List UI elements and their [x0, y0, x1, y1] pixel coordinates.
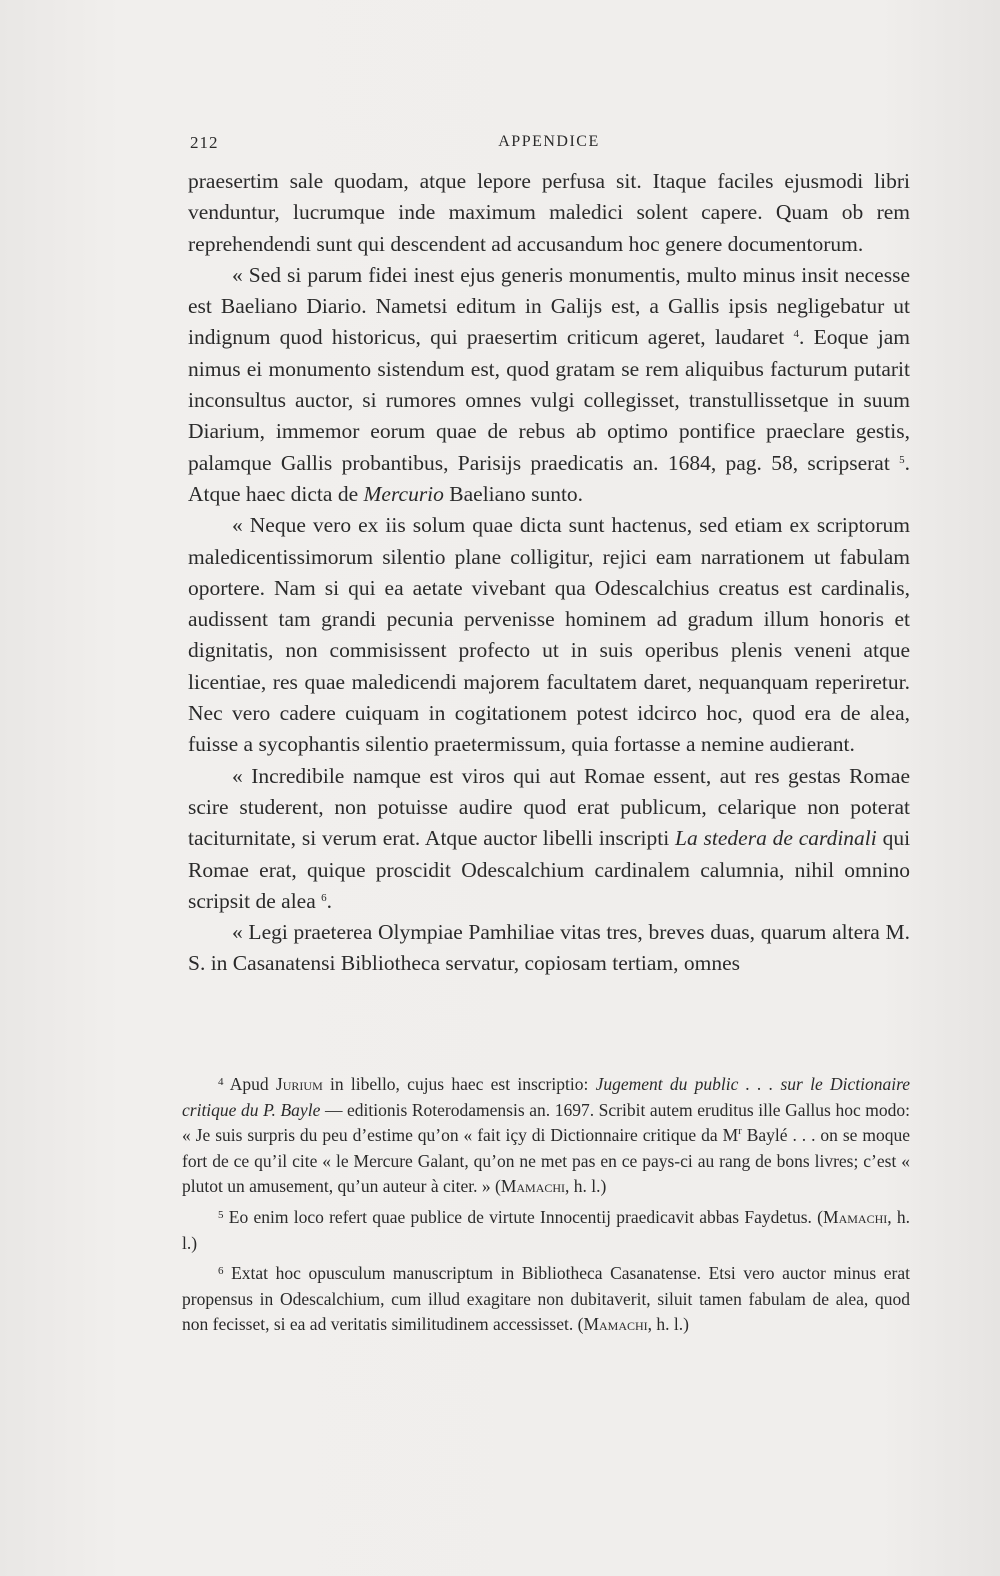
footnotes	[182, 1070, 910, 1338]
paragraph-3	[188, 510, 910, 760]
paragraph-4-text-a: « Incredibile namque est viros qui aut Romae essent, aut res gestas Romae scire studerent, non potuisse audire quod erat publicum, celarique non poterat taciturnitate, si verum erat. Atque auctor libelli inscripti	[188, 763, 910, 851]
footnote-5	[182, 1203, 910, 1256]
paragraph-4-text-b: qui Romae erat, quique proscidit Odescalchium cardinalem calumnia, nihil omnino scripsit de alea	[188, 826, 911, 913]
paragraph-2-text-c: . Atque haec dicta de	[188, 450, 911, 506]
running-title: APPENDICE	[498, 133, 600, 150]
footnote-4-text-a: Apud	[229, 1074, 269, 1094]
paragraph-5	[188, 917, 910, 980]
footnote-5-text-b: , h. l.)	[182, 1206, 911, 1253]
footnote-4-text-d: Baylé . . . on se moque fort de ce qu’il cite « le Mercure Galant, qu’on ne met pas en ce pays-ci au rang de bons livres; c’est « plutot un amusement, qu’un auteur à citer. » (	[182, 1125, 910, 1197]
page-number: 212	[190, 133, 219, 152]
paragraph-5-text: « Legi praeterea Olympiae Pamhiliae vitas tres, breves duas, quarum altera M. S. in Casanatensi Bibliotheca servatur, copiosam tertiam, omnes	[188, 920, 910, 976]
footnote-4-text-c: — editionis Roterodamensis an. 1697. Scribit autem eruditus ille Gallus hoc modo: « Je suis surpris du peu d’estime qu’on « fait içy di Dictionnaire critique da M	[182, 1099, 911, 1146]
italic-la-stedera: La stedera de cardinali	[675, 826, 877, 851]
running-head	[190, 133, 908, 157]
main-text	[188, 166, 910, 980]
footnote-4-text-e: , h. l.)	[565, 1176, 607, 1197]
footnote-5-source: Mamachi	[823, 1206, 888, 1227]
footnote-ref-4: 4	[793, 328, 799, 341]
paragraph-4-text-c: .	[326, 888, 333, 913]
footnote-ref-6: 6	[321, 891, 327, 904]
footnote-5-number: 5	[218, 1208, 224, 1221]
paragraph-3-text: « Neque vero ex iis solum quae dicta sunt hactenus, sed etiam ex scriptorum maledicentissimorum silentio plane colligitur, rejici eam narrationem ut fabulam oportere. Nam si qui ea aetate vivebant qua Odescalchius creatus est cardinalis, audissent tam grandi pecunia pervenisse hominem ad gradum illum honoris et dignitatis, non commisissent profecto ut in suis operibus plenis veneni atque licentiae, res quae maledicendi majorem facultatem daret, nequanquam reperiretur. Nec vero cadere cuiquam in cogitationem potest idcirco hoc, quod era de alea, fuisse a sycophantis silentio praetermissum, quia fortasse a nemine audierant.	[188, 513, 910, 757]
footnote-ref-5: 5	[899, 453, 905, 466]
paragraph-2-text-b: . Eoque jam nimus ei monumento sistendum est, quod gratam se rem aliquibus facturum putarit inconsultus auctor, si rumores omnes vulgi collegisset, transtullissetque in suum Diarium, immemor eorum quae de rebus ab optimo pontifice praeclare gestis, palamque Gallis probantibus, Parisijs praedicatis an. 1684, pag. 58, scripserat	[188, 325, 911, 475]
paragraph-1	[188, 166, 910, 260]
paragraph-2	[188, 260, 910, 510]
paragraph-4	[188, 761, 910, 917]
footnote-6	[182, 1259, 910, 1338]
footnote-4-author: Jurium	[275, 1074, 323, 1094]
footnote-6-text-a: Extat hoc opusculum manuscriptum in Bibliotheca Casanatense. Etsi vero auctor minus erat propensus in Odescalchium, cum illud exagitare non dubitaverit, siluit tamen fabulam de alea, quod non fecisset, si ea ad veritatis similitudinem accessisset. (	[182, 1263, 911, 1335]
footnote-4-number: 4	[218, 1076, 224, 1088]
footnote-6-text-b: , h. l.)	[647, 1314, 689, 1335]
footnote-4-title: Jugement du public . . . sur le Dictionaire critique du P. Bayle	[182, 1074, 910, 1120]
footnote-6-number: 6	[218, 1265, 224, 1278]
footnote-6-source: Mamachi	[583, 1314, 648, 1335]
footnote-4-source: Mamachi	[500, 1176, 566, 1197]
italic-mercurio: Mercurio	[363, 481, 444, 506]
paragraph-2-text-d: Baeliano sunto.	[449, 481, 584, 506]
paragraph-2-text-a: « Sed si parum fidei inest ejus generis monumentis, multo minus insit necesse est Baeliano Diario. Nametsi editum in Galijs est, a Gallis ipsis negligebatur ut indignum quod historicus, qui praesertim criticum ageret, laudaret	[188, 262, 910, 350]
paragraph-1-text: praesertim sale quodam, atque lepore perfusa sit. Itaque faciles ejusmodi libri venduntur, lucrumque inde maximum maledici solent capere. Quam ob rem reprehendendi sunt qui descendent ad accusandum hoc genere documentorum.	[188, 169, 910, 256]
footnote-4-sup: r	[738, 1125, 742, 1138]
footnote-4-text-b: in libello, cujus haec est inscriptio:	[329, 1074, 589, 1094]
footnote-4	[182, 1070, 910, 1200]
footnote-5-text-a: Eo enim loco refert quae publice de virtute Innocentij praedicavit abbas Faydetus. (	[228, 1206, 824, 1227]
